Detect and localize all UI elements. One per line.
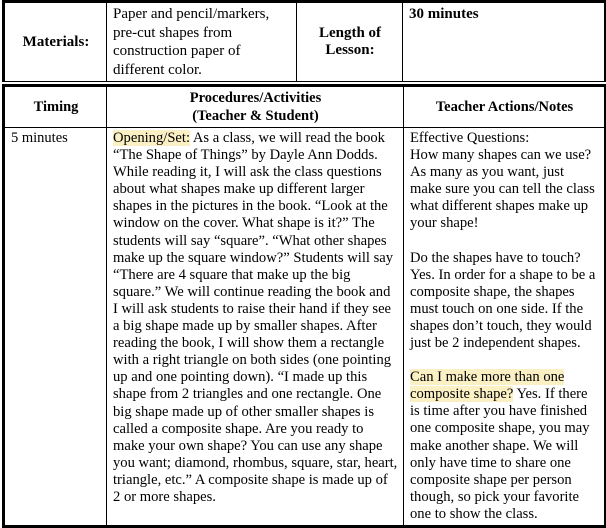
teacher-actions-paragraph-2: Do the shapes have to touch? Yes. In order for a shape to be a composite shape, the shapes must touch on one side. If the shapes don’t touch, they would just be 2 independent shapes. — [410, 249, 596, 352]
length-label-cell — [297, 2, 403, 82]
materials-info-table — [2, 0, 606, 82]
teacher-actions-paragraph-3 — [410, 369, 599, 523]
procedures-body-text: As a class, we will read the book “The Shape of Things” by Dayle Ann Dodds. While reading it, I will ask the class questions about what shapes make up different larger shapes in the pictures in the book. “Look at the window on the cover. What shape is it?” The students will say “square”. “What other shapes make up the square window?” Students will say “There are 4 square that make up the big square.” We will continue reading the book and I will ask students to raise their hand if they see a big shape made up by smaller shapes. After reading the book, I will show them a rectangle with a right triangle on both sides (one pointing up and one pointing down). “I made up this shape from 2 triangles and one rectangle. One big shape made up of other smaller shapes is called a composite shape. Are you ready to make your own shape? You can use any shape you want; diamond, rhombus, square, star, heart, triangle, etc.” A composite shape is made up of 2 or more shapes. — [113, 130, 398, 505]
length-value-cell — [403, 2, 606, 82]
lesson-procedures-table — [2, 84, 606, 528]
timing-value: 5 minutes — [11, 130, 68, 146]
procedures-cell — [107, 128, 404, 527]
header-teacher-actions-cell — [404, 86, 606, 128]
header-procedures-sublabel: (Teacher & Student) — [192, 108, 319, 124]
timing-cell — [4, 128, 107, 527]
header-timing-cell — [4, 86, 107, 128]
table-row-content — [4, 128, 606, 527]
length-value: 30 minutes — [409, 6, 479, 22]
teacher-actions-highlighted-question: Can I make more than one composite shape? — [410, 369, 565, 403]
materials-value-cell — [107, 2, 297, 82]
length-label: Length of Lesson: — [318, 25, 382, 58]
header-timing-label: Timing — [33, 99, 79, 115]
procedures-paragraph — [113, 130, 398, 506]
materials-value: Paper and pencil/markers, pre-cut shapes from construction paper of different color. — [113, 6, 270, 78]
table-row-materials — [4, 2, 606, 82]
table-row-column-headers — [4, 86, 606, 128]
procedures-highlighted-label: Opening/Set: — [113, 130, 191, 146]
teacher-actions-cell — [404, 128, 606, 527]
materials-label-cell — [4, 2, 107, 82]
teacher-actions-paragraph-3-body: Yes. If there is time after you have finished one composite shape, you may make another shape. We will only have time to share one composite shape per person though, so pick your favorite one to show the class. — [410, 386, 590, 522]
teacher-actions-paragraph-1: Effective Questions: How many shapes can we use? As many as you want, just make sure you can tell the class what different shapes make up your shape! — [410, 130, 595, 232]
paragraph-spacer-1 — [410, 233, 599, 250]
header-procedures-label: Procedures/Activities — [189, 90, 322, 106]
header-teacher-actions-label: Teacher Actions/Notes — [435, 99, 574, 115]
paragraph-spacer-2 — [410, 352, 599, 369]
materials-label: Materials: — [22, 33, 90, 50]
header-procedures-cell — [107, 86, 404, 128]
